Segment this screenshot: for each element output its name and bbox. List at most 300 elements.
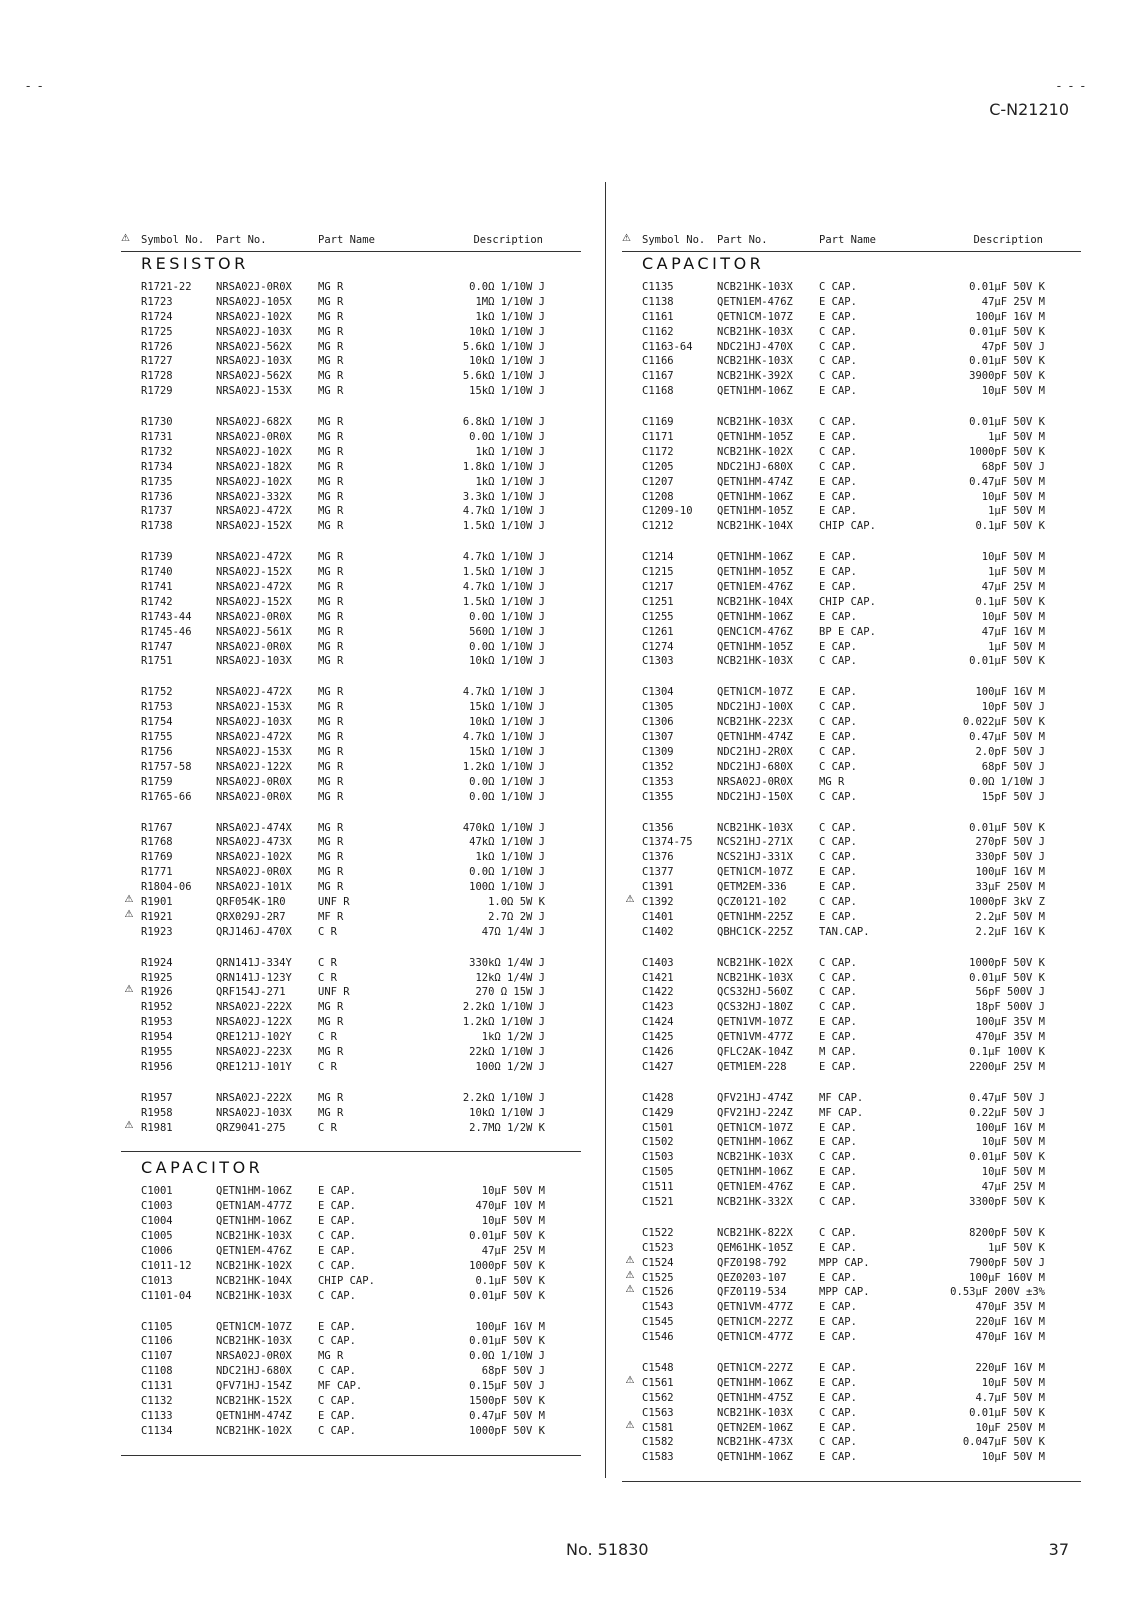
part-group — [121, 280, 581, 399]
part-name: TAN.CAP. — [819, 925, 870, 938]
part-name: MG R — [318, 490, 344, 503]
part-name: M CAP. — [819, 1045, 857, 1058]
table-row — [622, 1376, 1081, 1391]
symbol-no: C1526 — [642, 1286, 674, 1299]
part-name: MG R — [318, 1106, 344, 1119]
description: 1.0Ω 5W K — [488, 895, 545, 908]
symbol-no: C1523 — [642, 1241, 674, 1254]
part-name: C CAP. — [819, 1151, 857, 1164]
description: 2.2kΩ 1/10W J — [462, 1091, 545, 1104]
symbol-no: C1171 — [642, 431, 674, 444]
part-no: NRSA02J-562X — [216, 370, 292, 383]
part-name: C CAP. — [318, 1259, 356, 1272]
part-no: QETN1CM-227Z — [717, 1316, 793, 1329]
symbol-no: R1734 — [141, 460, 173, 473]
description: 10pF 50V J — [981, 701, 1045, 714]
part-no: NRSA02J-472X — [216, 731, 292, 744]
table-row — [622, 1015, 1081, 1030]
symbol-no: R1751 — [141, 655, 173, 668]
part-name: C CAP. — [819, 655, 857, 668]
symbol-no: C1105 — [141, 1320, 173, 1333]
part-no: NCB21HK-103X — [216, 1230, 292, 1243]
safety-warning-icon: ⚠ — [124, 893, 134, 905]
symbol-no: C1505 — [642, 1166, 674, 1179]
table-row — [622, 1135, 1081, 1150]
table-row — [622, 384, 1081, 399]
description: 0.0Ω 1/10W J — [469, 866, 545, 879]
part-name: MG R — [318, 355, 344, 368]
description: 0.0Ω 1/10W J — [469, 610, 545, 623]
description: 1000pF 50V K — [469, 1424, 545, 1437]
description: 15kΩ 1/10W J — [469, 701, 545, 714]
symbol-no: R1743-44 — [141, 610, 192, 623]
part-name: E CAP. — [819, 731, 857, 744]
symbol-no: C1217 — [642, 581, 674, 594]
description: 0.01μF 50V K — [969, 1406, 1045, 1419]
symbol-no: C1424 — [642, 1016, 674, 1029]
description: 15pF 50V J — [981, 790, 1045, 803]
symbol-no: C1545 — [642, 1316, 674, 1329]
part-no: NRSA02J-182X — [216, 460, 292, 473]
table-row — [622, 354, 1081, 369]
part-no: NRSA02J-472X — [216, 505, 292, 518]
table-row — [121, 565, 581, 580]
safety-warning-icon: ⚠ — [625, 1284, 635, 1296]
symbol-no: R1736 — [141, 490, 173, 503]
part-no: QETN1HM-475Z — [717, 1391, 793, 1404]
part-no: NCB21HK-392X — [717, 370, 793, 383]
symbol-no: C1004 — [141, 1215, 173, 1228]
part-name: C CAP. — [819, 1195, 857, 1208]
part-name: E CAP. — [819, 551, 857, 564]
part-no: NCB21HK-102X — [216, 1259, 292, 1272]
table-row — [121, 490, 581, 505]
symbol-no: C1376 — [642, 851, 674, 864]
part-name: C R — [318, 1031, 337, 1044]
description: 4.7kΩ 1/10W J — [462, 581, 545, 594]
part-name: C CAP. — [819, 460, 857, 473]
header-symbol-no: Symbol No. — [642, 234, 706, 246]
part-no: NCB21HK-152X — [216, 1395, 292, 1407]
symbol-no: R1957 — [141, 1091, 173, 1104]
symbol-no: C1303 — [642, 655, 674, 668]
symbol-no: C1422 — [642, 986, 674, 999]
symbol-no: C1006 — [141, 1244, 173, 1257]
description: 10μF 50V M — [481, 1185, 545, 1198]
table-row — [622, 1165, 1081, 1180]
symbol-no: C1356 — [642, 821, 674, 834]
part-no: QETN1VM-477Z — [717, 1031, 793, 1044]
part-name: E CAP. — [819, 1060, 857, 1073]
part-no: NRSA02J-0R0X — [216, 1350, 292, 1363]
symbol-no: C1392 — [642, 895, 674, 908]
symbol-no: R1725 — [141, 325, 173, 338]
part-no: QETN1HM-106Z — [717, 1376, 793, 1389]
description: 2.2μF 50V M — [975, 910, 1045, 923]
part-no: NDC21HJ-680X — [216, 1365, 292, 1378]
table-row — [622, 1226, 1081, 1241]
part-name: MPP CAP. — [819, 1256, 870, 1269]
description: 100μF 16V M — [975, 1121, 1045, 1134]
description: 0.47μF 50V M — [969, 475, 1045, 488]
table-row — [622, 1030, 1081, 1045]
symbol-no: C1548 — [642, 1362, 674, 1374]
table-row — [121, 790, 581, 805]
description: 22kΩ 1/10W J — [469, 1045, 545, 1058]
part-name: E CAP. — [819, 610, 857, 623]
description: 1.8kΩ 1/10W J — [462, 460, 545, 473]
description: 10μF 250V M — [975, 1421, 1045, 1434]
part-no: NRSA02J-0R0X — [216, 790, 292, 803]
table-row — [121, 640, 581, 655]
part-no: NRSA02J-102X — [216, 475, 292, 488]
description: 0.1μF 50V K — [975, 595, 1045, 608]
table-row — [622, 865, 1081, 880]
symbol-no: C1214 — [642, 551, 674, 564]
description: 560Ω 1/10W J — [469, 625, 545, 638]
symbol-no: C1001 — [141, 1185, 173, 1198]
part-no: QBHC1CK-225Z — [717, 925, 793, 938]
part-no: NCB21HK-103X — [717, 355, 793, 368]
table-row — [622, 956, 1081, 971]
part-name: MG R — [318, 475, 344, 488]
description: 1000pF 50V K — [969, 956, 1045, 969]
description: 0.01μF 50V K — [969, 281, 1045, 293]
part-no: NCB21HK-822X — [717, 1226, 793, 1239]
part-no: QETN1HM-474Z — [717, 475, 793, 488]
part-no: NDC21HJ-150X — [717, 790, 793, 803]
part-no: NRSA02J-102X — [216, 445, 292, 458]
description: 68pF 50V J — [981, 460, 1045, 473]
symbol-no: C1562 — [642, 1391, 674, 1404]
description: 10kΩ 1/10W J — [469, 325, 545, 338]
table-row — [121, 1214, 581, 1229]
part-no: NCB21HK-104X — [717, 520, 793, 533]
description: 0.047μF 50V K — [962, 1436, 1045, 1449]
part-no: QRZ9041-275 — [216, 1121, 286, 1134]
symbol-no: C1215 — [642, 566, 674, 579]
symbol-no: C1304 — [642, 686, 674, 699]
table-row — [622, 1300, 1081, 1315]
table-row — [622, 654, 1081, 669]
description: 470μF 35V M — [975, 1031, 1045, 1044]
part-no: QFZ0198-792 — [717, 1256, 787, 1269]
part-no: QETN1CM-107Z — [717, 310, 793, 323]
table-row — [121, 415, 581, 430]
table-row — [121, 685, 581, 700]
header-part-no: Part No. — [216, 234, 267, 246]
symbol-no: C1168 — [642, 385, 674, 398]
symbol-no: R1731 — [141, 431, 173, 444]
part-no: NCS21HJ-271X — [717, 836, 793, 849]
symbol-no: C1106 — [141, 1335, 173, 1348]
part-name: MG R — [318, 716, 344, 729]
part-no: NRSA02J-101X — [216, 881, 292, 894]
part-group — [121, 415, 581, 534]
table-row — [622, 1121, 1081, 1136]
description: 10μF 50V M — [981, 490, 1045, 503]
table-row — [121, 895, 581, 910]
symbol-no: R1739 — [141, 551, 173, 564]
part-name: C CAP. — [318, 1335, 356, 1348]
part-no: NRSA02J-103X — [216, 1106, 292, 1119]
description: 3900pF 50V K — [969, 370, 1045, 383]
description: 47μF 25V M — [481, 1244, 545, 1257]
description: 4.7kΩ 1/10W J — [462, 731, 545, 744]
table-row — [622, 821, 1081, 836]
symbol-no: C1274 — [642, 640, 674, 653]
part-no: NCB21HK-223X — [717, 716, 793, 729]
table-header — [622, 232, 1081, 251]
part-name: E CAP. — [318, 1244, 356, 1257]
part-no: QETN1CM-477Z — [717, 1331, 793, 1344]
part-no: QETN1HM-225Z — [717, 910, 793, 923]
part-no: QRE121J-102Y — [216, 1031, 292, 1044]
part-name: MG R — [318, 790, 344, 803]
symbol-no: R1740 — [141, 566, 173, 579]
safety-warning-icon: ⚠ — [625, 1374, 635, 1386]
part-no: NRSA02J-0R0X — [216, 610, 292, 623]
table-row — [121, 1091, 581, 1106]
part-no: NRSA02J-122X — [216, 760, 292, 773]
warning-triangle-icon: ⚠ — [622, 233, 631, 244]
part-no: NCS21HJ-331X — [717, 851, 793, 864]
part-no: QFV21HJ-474Z — [717, 1091, 793, 1104]
table-row — [622, 325, 1081, 340]
symbol-no: R1926 — [141, 986, 173, 999]
description: 10μF 50V M — [981, 385, 1045, 398]
part-name: E CAP. — [819, 1421, 857, 1434]
part-name: E CAP. — [819, 1391, 857, 1404]
table-row — [121, 475, 581, 490]
part-name: MG R — [318, 445, 344, 458]
table-row — [121, 295, 581, 310]
description: 1kΩ 1/10W J — [475, 475, 545, 488]
part-name: C CAP. — [819, 760, 857, 773]
symbol-no: R1901 — [141, 895, 173, 908]
symbol-no: R1754 — [141, 716, 173, 729]
table-row — [121, 1409, 581, 1424]
part-no: QRJ146J-470X — [216, 925, 292, 938]
table-row — [121, 1184, 581, 1199]
table-row — [622, 490, 1081, 505]
description: 0.0Ω 1/10W J — [969, 775, 1045, 788]
table-row — [622, 985, 1081, 1000]
part-name: MG R — [318, 551, 344, 564]
part-no: NRSA02J-472X — [216, 686, 292, 699]
part-no: QETN1HM-474Z — [216, 1409, 292, 1422]
header-part-name: Part Name — [819, 234, 876, 246]
table-row — [121, 1244, 581, 1259]
part-no: QEZ0203-107 — [717, 1271, 787, 1284]
table-header — [121, 232, 581, 251]
symbol-no: R1952 — [141, 1001, 173, 1014]
table-row — [121, 865, 581, 880]
part-group — [622, 1226, 1081, 1345]
symbol-no: R1756 — [141, 745, 173, 758]
table-row — [121, 1424, 581, 1439]
part-name: E CAP. — [819, 475, 857, 488]
description: 47kΩ 1/10W J — [469, 836, 545, 849]
symbol-no: C1421 — [642, 971, 674, 984]
part-name: MG R — [318, 610, 344, 623]
description: 0.01μF 50V K — [969, 821, 1045, 834]
part-no: QFV71HJ-154Z — [216, 1380, 292, 1393]
part-name: E CAP. — [819, 581, 857, 594]
part-group — [121, 685, 581, 804]
part-name: MG R — [318, 640, 344, 653]
part-no: NCB21HK-103X — [717, 416, 793, 429]
part-name: MG R — [318, 385, 344, 398]
symbol-no: R1981 — [141, 1121, 173, 1134]
symbol-no: R1955 — [141, 1045, 173, 1058]
description: 0.01μF 50V K — [469, 1289, 545, 1302]
symbol-no: C1428 — [642, 1091, 674, 1104]
part-no: NCB21HK-103X — [717, 281, 793, 293]
part-name: MG R — [318, 295, 344, 308]
part-name: CHIP CAP. — [819, 595, 876, 608]
part-no: NCB21HK-103X — [717, 821, 793, 834]
table-row — [121, 880, 581, 895]
table-row — [121, 1379, 581, 1394]
part-name: E CAP. — [819, 1016, 857, 1029]
symbol-no: C1502 — [642, 1136, 674, 1149]
part-name: MG R — [318, 416, 344, 429]
table-row — [622, 730, 1081, 745]
table-row — [622, 519, 1081, 534]
part-no: NCB21HK-102X — [717, 445, 793, 458]
table-row — [121, 1121, 581, 1136]
part-group — [121, 1184, 581, 1303]
table-row — [622, 835, 1081, 850]
part-name: C CAP. — [819, 956, 857, 969]
table-row — [622, 880, 1081, 895]
part-no: QETN1HM-106Z — [717, 385, 793, 398]
table-row — [121, 550, 581, 565]
symbol-no: R1745-46 — [141, 625, 192, 638]
part-no: NRSA02J-473X — [216, 836, 292, 849]
description: 10μF 50V M — [981, 1136, 1045, 1149]
symbol-no: C1522 — [642, 1226, 674, 1239]
part-no: QETN1VM-107Z — [717, 1016, 793, 1029]
part-no: NDC21HJ-680X — [717, 460, 793, 473]
part-no: NRSA02J-0R0X — [216, 431, 292, 444]
part-no: NCB21HK-102X — [216, 1424, 292, 1437]
part-name: C CAP. — [819, 986, 857, 999]
part-name: MG R — [318, 836, 344, 849]
symbol-no: R1729 — [141, 385, 173, 398]
part-name: E CAP. — [819, 1376, 857, 1389]
table-row — [121, 730, 581, 745]
part-no: NDC21HJ-680X — [717, 760, 793, 773]
part-name: E CAP. — [819, 1181, 857, 1194]
symbol-no: C1583 — [642, 1451, 674, 1464]
symbol-no: C1005 — [141, 1230, 173, 1243]
part-name: C CAP. — [819, 445, 857, 458]
symbol-no: R1924 — [141, 956, 173, 969]
part-no: NRSA02J-152X — [216, 595, 292, 608]
part-no: QFZ0119-534 — [717, 1286, 787, 1299]
symbol-no: C1561 — [642, 1376, 674, 1389]
part-name: E CAP. — [819, 1451, 857, 1464]
symbol-no: C1135 — [642, 281, 674, 293]
table-row — [121, 1349, 581, 1364]
table-row — [121, 1259, 581, 1274]
table-row — [121, 745, 581, 760]
description: 1μF 50V K — [988, 1241, 1045, 1254]
description: 0.01μF 50V K — [969, 325, 1045, 338]
description: 0.022μF 50V K — [962, 716, 1045, 729]
description: 47Ω 1/4W J — [481, 925, 545, 938]
part-no: NRSA02J-474X — [216, 821, 292, 834]
symbol-no: C1251 — [642, 595, 674, 608]
description: 0.1μF 50V K — [475, 1274, 545, 1287]
header-description: Description — [473, 234, 543, 246]
description: 10kΩ 1/10W J — [469, 655, 545, 668]
description: 100μF 160V M — [969, 1271, 1045, 1284]
part-name: C CAP. — [819, 340, 857, 353]
symbol-no: R1728 — [141, 370, 173, 383]
part-name: C CAP. — [819, 716, 857, 729]
description: 2.0pF 50V J — [975, 745, 1045, 758]
symbol-no: R1768 — [141, 836, 173, 849]
description: 100μF 16V M — [475, 1320, 545, 1333]
description: 100Ω 1/10W J — [469, 881, 545, 894]
symbol-no: C1208 — [642, 490, 674, 503]
safety-warning-icon: ⚠ — [124, 1119, 134, 1131]
part-no: QCZ0121-102 — [717, 895, 787, 908]
symbol-no: R1767 — [141, 821, 173, 834]
symbol-no: C1524 — [642, 1256, 674, 1269]
part-name: C R — [318, 971, 337, 984]
part-name: C CAP. — [819, 1436, 857, 1449]
table-row — [121, 850, 581, 865]
table-row — [622, 415, 1081, 430]
symbol-no: C1403 — [642, 956, 674, 969]
table-row — [622, 1421, 1081, 1436]
description: 18pF 500V J — [975, 1001, 1045, 1014]
description: 1kΩ 1/10W J — [475, 445, 545, 458]
section-title: RESISTOR — [141, 254, 249, 273]
symbol-no: R1724 — [141, 310, 173, 323]
symbol-no: C1355 — [642, 790, 674, 803]
part-name: E CAP. — [819, 910, 857, 923]
table-row — [622, 310, 1081, 325]
table-row — [121, 1320, 581, 1335]
part-no: NRSA02J-0R0X — [216, 640, 292, 653]
part-no: NRSA02J-332X — [216, 490, 292, 503]
part-no: QETN1CM-107Z — [717, 866, 793, 879]
description: 47pF 50V J — [981, 340, 1045, 353]
symbol-no: C1003 — [141, 1200, 173, 1213]
table-row — [622, 504, 1081, 519]
part-group — [622, 280, 1081, 399]
part-name: MG R — [318, 1350, 344, 1363]
symbol-no: C1423 — [642, 1001, 674, 1014]
part-name: MG R — [318, 1045, 344, 1058]
part-name: E CAP. — [819, 490, 857, 503]
safety-warning-icon: ⚠ — [124, 908, 134, 920]
table-row — [121, 760, 581, 775]
part-name: MG R — [318, 731, 344, 744]
part-name: MG R — [318, 1001, 344, 1014]
symbol-no: C1013 — [141, 1274, 173, 1287]
table-row — [121, 1015, 581, 1030]
symbol-no: R1765-66 — [141, 790, 192, 803]
part-no: QETM1EM-228 — [717, 1060, 787, 1073]
description: 470μF 16V M — [975, 1331, 1045, 1344]
description: 10μF 50V M — [981, 1451, 1045, 1464]
